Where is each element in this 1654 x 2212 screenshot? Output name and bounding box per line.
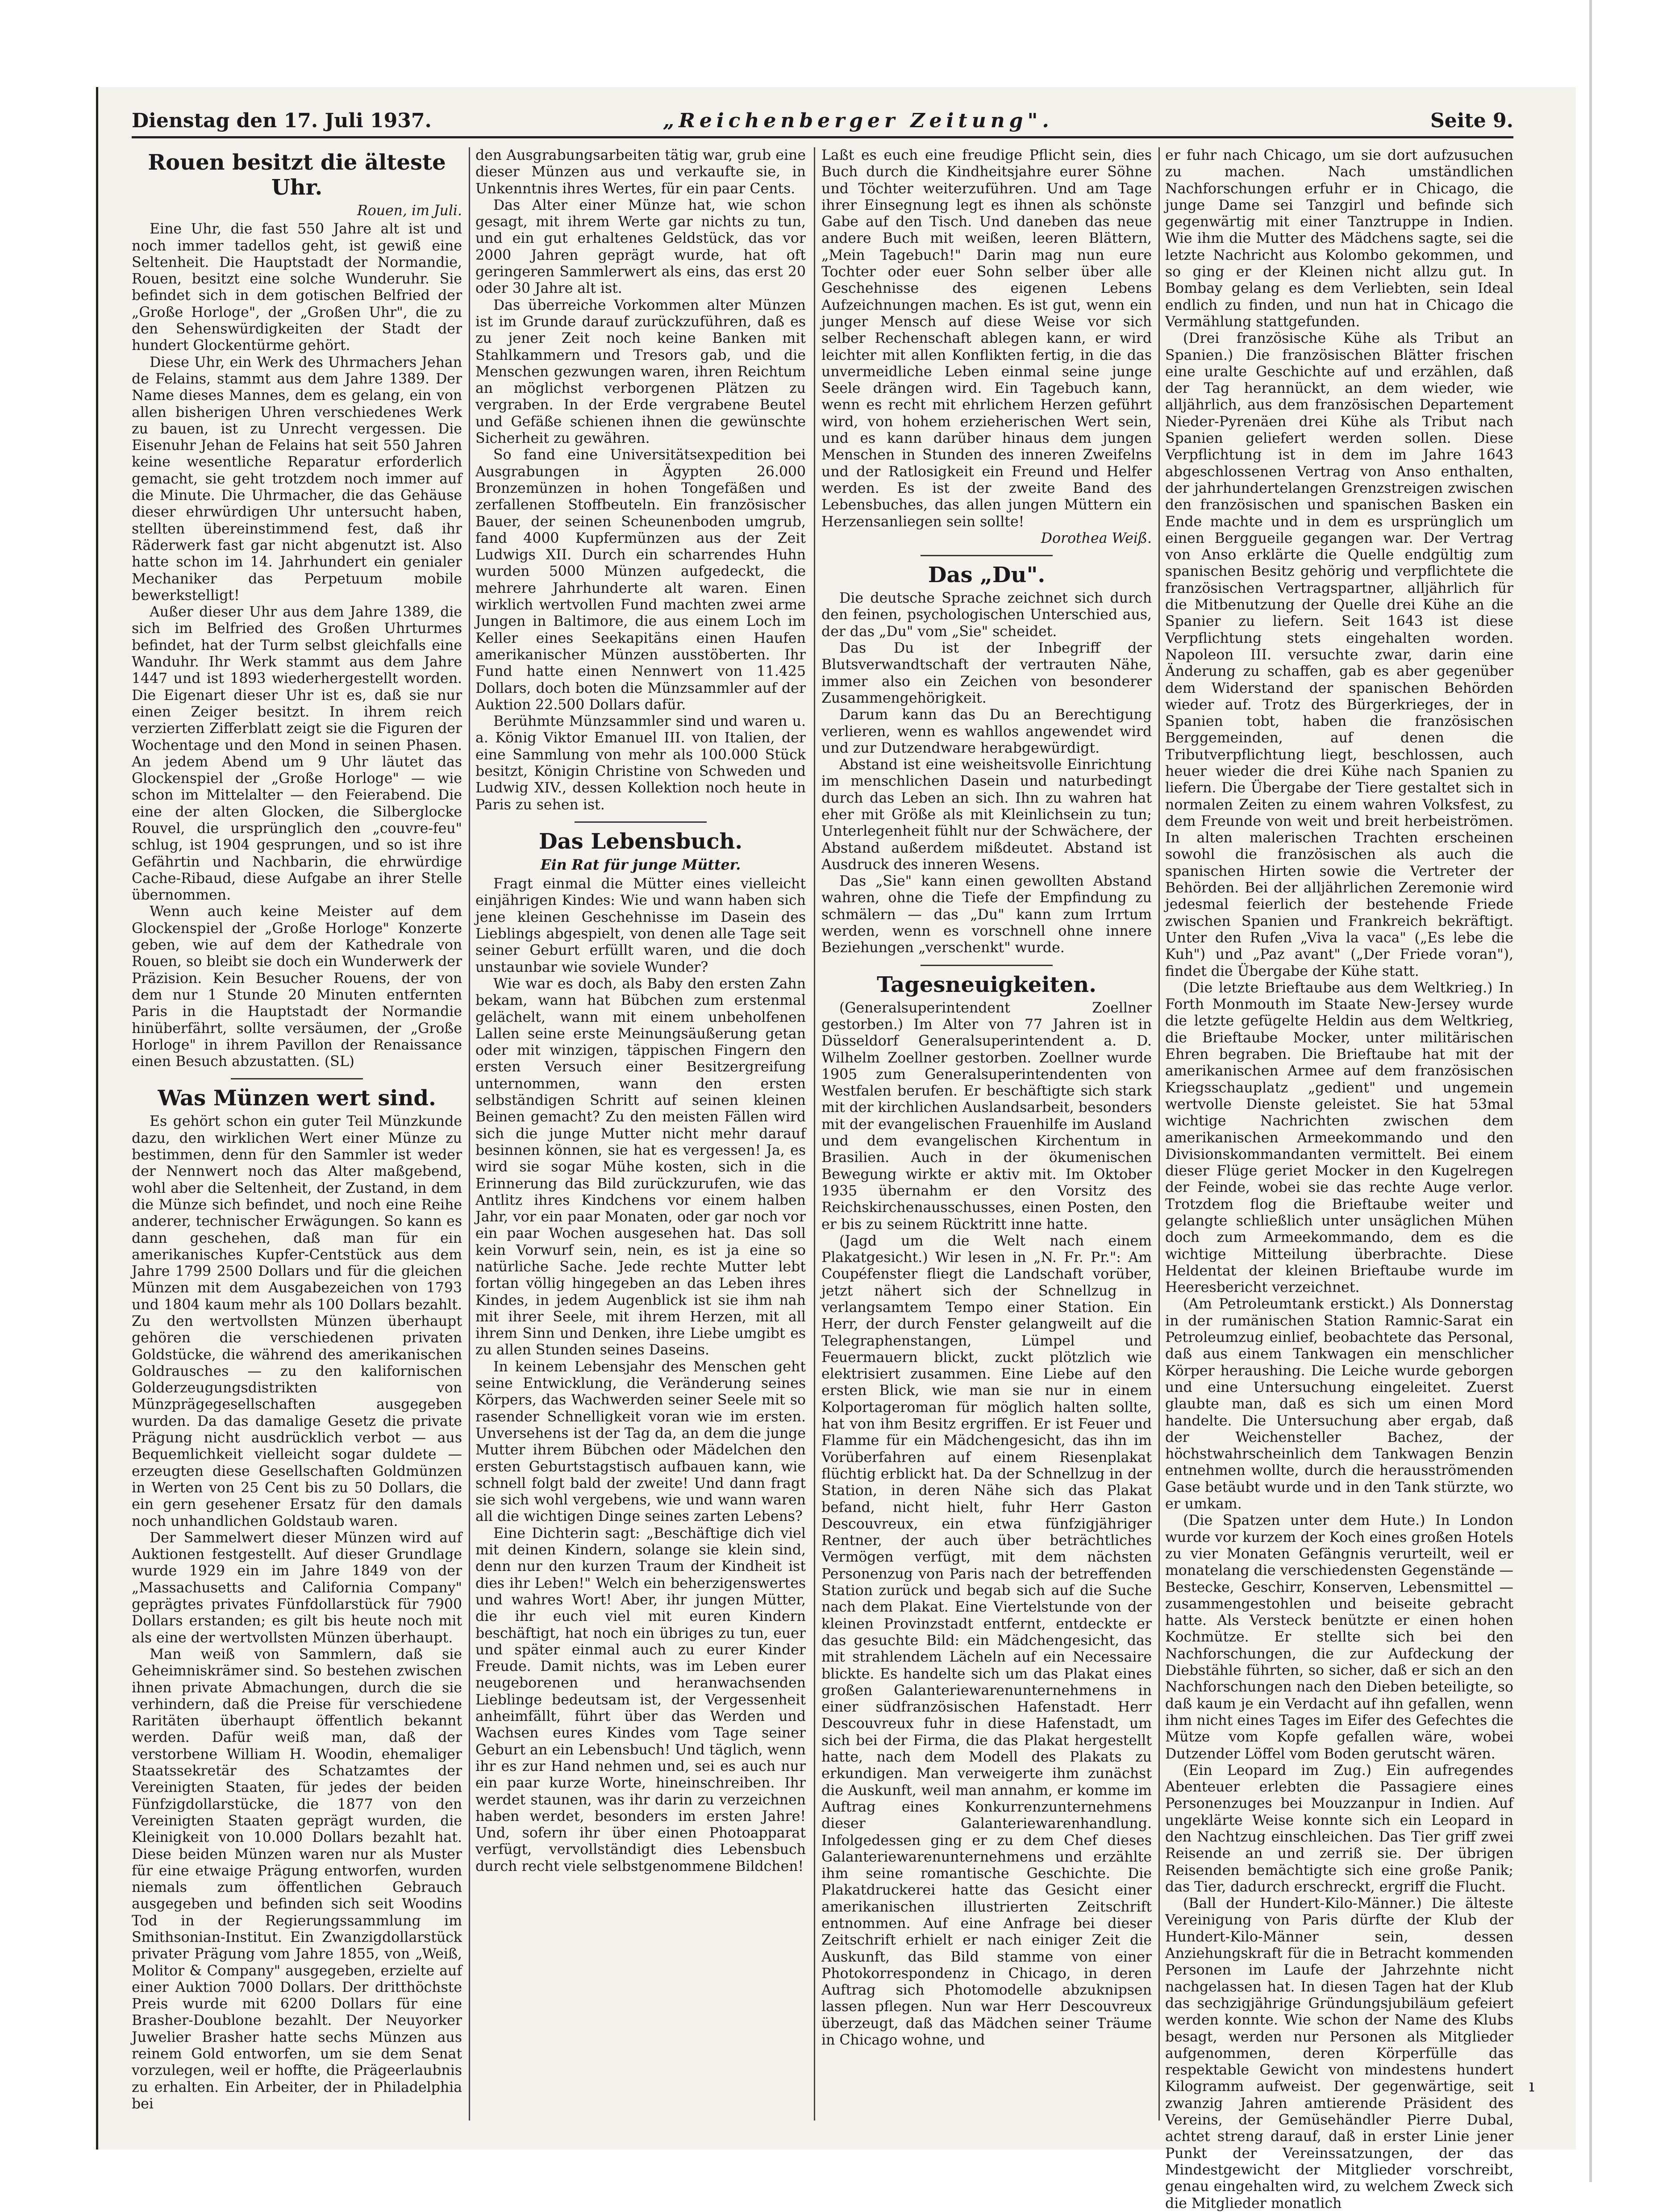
- separator: [921, 555, 1053, 556]
- column-4: [1165, 147, 1513, 2212]
- paragraph: Laßt es euch eine freudige Pflicht sein, dies Buch durch die Kindheitsjahre eurer Söhne und Töchter weiterzuführen. Und am Tage ihrer Einsegnung legt es ihnen als schönste Gabe auf den Tisch. Und daneben das neue andere Buch mit weißen, leeren Blättern, „Mein Tagebuch!" Darin mag nun eure Tochter oder euer Sohn selber über alle Geschehnisse des eigenen Lebens Aufzeichnungen machen. Es ist gut, wenn ein junger Mensch auf diese Weise vor sich selber Rechenschaft ablegen kann, er wird leichter mit allen Konflikten fertig, in die das unvermeidliche Leben einmal seine junge Seele drängen wird. Ein Tagebuch kann, wenn es recht mit ehrlichem Herzen geführt wird, von hohem erzieherischen Wert sein, und es kann darüber hinaus dem jungen Menschen in Stunden des inneren Zweifelns und der Ratlosigkeit ein Freund und Helfer werden. Es ist der zweite Band des Lebensbuches, das allen jungen Müttern ein Herzensanliegen sein sollte!: [821, 147, 1152, 530]
- paragraph: Außer dieser Uhr aus dem Jahre 1389, die sich im Belfried des Großen Uhrturmes befindet, hat der Turm selbst gleichfalls eine Wanduhr. Ihr Werk stammt aus dem Jahre 1447 und ist 1893 wiederhergestellt worden. Die Eigenart dieser Uhr ist es, daß sie nur einen Zeiger besitzt. In ihrem reich verzierten Zifferblatt zeigt sie die Figuren der Wochentage und den Mond in seinen Phasen. An jedem Abend um 9 Uhr läutet das Glockenspiel der „Große Horloge" — wie schon im Mittelalter — den Feierabend. Die eine der alten Glocken, die Silberglocke Rouvel, die ursprünglich den „couvre-feu" schlug, ist 1904 gesprungen, und so ist ihre Gefährtin und Nachbarin, die ehrwürdige Cache-Ribaud, diese Aufgabe an ihrer Stelle übernommen.: [132, 604, 462, 904]
- paragraph: Berühmte Münzsammler sind und waren u. a. König Viktor Emanuel III. von Italien, der eine Sammlung von mehr als 100.000 Stück besitzt, Königin Christine von Schweden und Ludwig XIV., dessen Kollektion noch heute in Paris zu sehen ist.: [475, 713, 806, 813]
- paragraph: (Drei französische Kühe als Tribut an Spanien.) Die französischen Blätter frischen eine uralte Geschichte auf und erzählen, daß der Tag herannückt, an dem wieder, wie alljährlich, aus dem französischen Departement Nieder-Pyrenäen drei Kühe als Tribut nach Spanien geliefert werden sollen. Diese Verpflichtung ist in dem im Jahre 1643 abgeschlossenen Vertrag von Anso enthalten, der jahrhundertelangen Grenzstreigen zwischen den französischen und spanischen Basken ein Ende machte und in dem es ursprünglich um einen Berggueile gegangen war. Der Vertrag von Anso erklärte die Quelle endgültig zum spanischen Besitz gehörig und verpflichtete die französischen Vertragspartner, alljährlich für die Mitbenutzung der Quelle drei Kühe an die Spanier zu liefern. Seit 1643 ist diese Verpflichtung stets eingehalten worden. Napoleon III. versuchte zwar, darin eine Änderung zu schaffen, gab es aber gegenüber dem Widerstand der spanischen Behörden wieder auf. Trotz des Bürgerkrieges, der in Spanien tobt, haben die französischen Berggemeinden, auf denen die Tributverpflichtung liegt, beschlossen, auch heuer wieder die drei Kühe nach Spanien zu liefern. Die Übergabe der Tiere gestaltet sich in normalen Zeiten zu einem wahren Volksfest, zu dem Freunde von weit und breit herbeiströmen. In alten malerischen Trachten erscheinen sowohl die französischen als auch die spanischen Hirten sowie die Vertreter der Behörden. Bei der alljährlichen Zeremonie wird jedesmal feierlich der bestehende Friede zwischen Spanien und Frankreich bekräftigt. Unter den Rufen „Viva la vaca" („Es lebe die Kuh") und „Paz avant" („Der Friede voran"), findet die Übergabe der Kühe statt.: [1165, 330, 1513, 979]
- paragraph: Darum kann das Du an Berechtigung verlieren, wenn es wahllos angewendet wird und zur Dutzendware herabgewürdigt.: [821, 707, 1152, 756]
- article-title: Was Münzen wert sind.: [158, 1086, 436, 1111]
- paragraph: (Die Spatzen unter dem Hute.) In London wurde vor kurzem der Koch eines großen Hotels zu vier Monaten Gefängnis verurteilt, weil er monatelang die verschiedensten Gegenstände — Bestecke, Geschirr, Konserven, Lebensmittel — zusammengestohlen und beiseite gebracht hatte. Als Versteck benützte er einen hohen Kochmütze. Er stellte sich bei den Nachforschungen, die zur Aufdeckung der Diebstähle führten, so sicher, daß er sich an den Nachforschungen nach den Dieben beteiligte, so daß kaum je ein Verdacht auf ihn gefallen, wenn ihm nicht eines Tages im Eifer des Gefechtes die Mütze vom Kopfe gefallen wäre, wobei Dutzender Löffel vom Boden gerutscht wären.: [1165, 1512, 1513, 1762]
- separator: [575, 821, 707, 823]
- article-subtitle: Ein Rat für junge Mütter.: [540, 856, 741, 873]
- paragraph: (Am Petroleumtank erstickt.) Als Donnerstag in der rumänischen Station Ramnic-Sarat ein Petroleumzug einlief, beobachtete das Personal, daß aus einem Tankwagen ein menschlicher Körper heraushing. Die Leiche wurde geborgen und eine Untersuchung eingeleitet. Zuerst glaubte man, daß es sich um einen Mord handelte. Die Untersuchung aber ergab, daß der Weichensteller Bachez, der höchstwahrscheinlich dem Tankwagen Benzin entnehmen wollte, durch die herausströmenden Gase betäubt wurde und in den Tank stürzte, wo er umkam.: [1165, 1296, 1513, 1512]
- paragraph: den Ausgrabungsarbeiten tätig war, grub eine dieser Münzen aus und verkaufte sie, in Unkenntnis ihres Wertes, für ein paar Cents.: [475, 147, 806, 197]
- dateline: Rouen, im Juli.: [357, 203, 462, 219]
- paragraph: Wie war es doch, als Baby den ersten Zahn bekam, wann hat Bübchen zum erstenmal gelächelt, wann mit einem unbeholfenen Lallen seine erste Meinungsäußerung getan oder mit winzigen, täppischen Fingern den ersten Versuch einer Besitzergreifung unternommen, wann den ersten selbständigen Schritt auf seinen kleinen Beinen gemacht? Zu den meisten Fällen wird sich die junge Mutter nicht mehr darauf besinnen können, sie hat es vergessen! Ja, es wird sie sogar Mühe kosten, sich in die Erinnerung das Bild zurückzurufen, wie das Antlitz ihres Kindchens vor einem halben Jahr, vor ein paar Monaten, oder gar noch vor ein paar Wochen ausgesehen hat. Das soll kein Vorwurf sein, nein, es ist ja eine so natürliche Sache. Jede rechte Mutter lebt fortan völlig hingegeben an das Leben ihres Kindes, in jedem Augenblick ist sie ihm nah mit ihrer Seele, mit ihrem Herzen, mit all ihrem Sinn und Denken, ihre Liebe umgibt es zu allen Stunden seines Daseins.: [475, 975, 806, 1358]
- paragraph: Abstand ist eine weisheitsvolle Einrichtung im menschlichen Dasein und naturbedingt durch das Leben an sich. Ihn zu wahren hat eher mit Größe als mit Kleinlichsein zu tun; Unterlegenheit fühlt nur der Schwächere, der Abstand außerdem mißdeutet. Abstand ist Ausdruck des inneren Wesens.: [821, 757, 1152, 873]
- paragraph: Man weiß von Sammlern, daß sie Geheimniskrämer sind. So bestehen zwischen ihnen private Abmachungen, durch die sie verhindern, daß die Preise für verschiedene Raritäten überhaupt öffentlich bekannt werden. Dafür weiß man, daß der verstorbene William H. Woodin, ehemaliger Staatssekretär des Schatzamtes der Vereinigten Staaten, für jedes der beiden Fünfzigdollarstücke, die 1877 von den Vereinigten Staaten geprägt wurden, die Kleinigkeit von 10.000 Dollars bezahlt hat. Diese beiden Münzen waren nur als Muster für eine etwaige Prägung entworfen, wurden niemals zum öffentlichen Gebrauch ausgegeben und befinden sich seit Woodins Tod in der Regierungssammlung im Smithsonian-Institut. Ein Zwanzigdollarstück privater Prägung vom Jahre 1855, von „Weiß, Molitor & Company" ausgegeben, erzielte auf einer Auktion 7000 Dollars. Der dritthöchste Preis wurde mit 6200 Dollars für eine Brasher-Doublone bezahlt. Der Neuyorker Juwelier Brasher hatte sechs Münzen aus reinem Gold entworfen, um sie dem Senat vorzulegen, weil er hoffte, die Prägeerlaubnis zu erhalten. Ein Arbeiter, der in Philadelphia bei: [132, 1646, 462, 2112]
- column-1: [132, 147, 462, 2120]
- paragraph: So fand eine Universitätsexpedition bei Ausgrabungen in Ägypten 26.000 Bronzemünzen in hohen Tongefäßen und zerfallenen Stoffbeuteln. Ein französischer Bauer, der seinen Scheunenboden umgrub, fand 4000 Kupfermünzen aus der Zeit Ludwigs XII. Durch ein scharrendes Huhn wurden 5000 Münzen aufgedeckt, die mehrere Jahrhunderte alt waren. Einen wirklich wertvollen Fund machten zwei arme Jungen in Baltimore, die aus einem Loch im Keller eines Seekapitäns einen Haufen amerikanischer Münzen ausstöberten. Ihr Fund hatte einen Nennwert von 11.425 Dollars, doch boten die Münzsammler auf der Auktion 22.500 Dollars dafür.: [475, 447, 806, 713]
- column-3: [821, 147, 1152, 2120]
- paragraph: Das „Sie" kann einen gewollten Abstand wahren, ohne die Tiefe der Empfindung zu schmälern — das „Du" kann zum Irrtum werden, wenn es vorschnell ohne innere Beziehungen „verschenkt" wurde.: [821, 873, 1152, 956]
- paragraph: In keinem Lebensjahr des Menschen geht seine Entwicklung, die Veränderung seines Körpers, das Wachwerden seiner Seele mit so rasender Schnelligkeit voran wie im ersten. Unversehens ist der Tag da, an dem die junge Mutter ihrem Bübchen oder Mädelchen den ersten Geburtstagstisch aufbauen kann, wie schnell folgt bald der zweite! Und dann fragt sie sich wohl vergebens, wie und wann waren all die wichtigen Dinge seines zarten Lebens?: [475, 1358, 806, 1525]
- paragraph: Eine Uhr, die fast 550 Jahre alt ist und noch immer tadellos geht, ist gewiß eine Seltenheit. Die Hauptstadt der Normandie, Rouen, besitzt eine solche Wunderuhr. Sie befindet sich in dem gotischen Belfried der „Große Horloge", der „Großen Uhr", die zu den Sehenswürdigkeiten der Stadt der hundert Glockentürme gehört.: [132, 221, 462, 354]
- header-date: Dienstag den 17. Juli 1937.: [132, 109, 432, 132]
- page-mark: ı: [1529, 2076, 1535, 2095]
- paragraph: Die deutsche Sprache zeichnet sich durch den feinen, psychologischen Unterschied aus, der das „Du" vom „Sie" scheidet.: [821, 590, 1152, 640]
- page-header: [132, 105, 1513, 138]
- paragraph: (Ein Leopard im Zug.) Ein aufregendes Abenteuer erlebten die Passagiere eines Personenzuges bei Mouzzanpur in Indien. Auf ungeklärte Weise konnte sich ein Leopard in den Nachtzug einschleichen. Das Tier griff zwei Reisende an und zerriß sie. Der übrigen Reisenden bemächtigte sich eine große Panik; das Tier, dadurch erschreckt, ergriff die Flucht.: [1165, 1762, 1513, 1895]
- paragraph: Fragt einmal die Mütter eines vielleicht einjährigen Kindes: Wie und wann haben sich jene kleinen Geschehnisse im Dasein des Lieblings abgespielt, von denen alle Tage seit seiner Geburt erfüllt waren, und die doch unstaunbar wie soviele Wunder?: [475, 876, 806, 975]
- article-title: Das Lebensbuch.: [538, 829, 743, 854]
- paragraph: Der Sammelwert dieser Münzen wird auf Auktionen festgestellt. Auf dieser Grundlage wurde 1929 ein im Jahre 1849 von der „Massachusetts and California Company" geprägtes privates Fünfdollarstück für 7900 Dollars erstanden; es gilt bis heute noch mit als eine der wertvollsten Münzen überhaupt.: [132, 1529, 462, 1646]
- article-title: Rouen besitzt die älteste Uhr.: [148, 150, 446, 200]
- author-signature: Dorothea Weiß.: [1041, 530, 1152, 546]
- article-title: Das „Du".: [928, 562, 1046, 588]
- paragraph: Eine Dichterin sagt: „Beschäftige dich viel mit deinen Kindern, solange sie klein sind, denn nur den kurzen Traum der Kindheit ist dies ihr Leben!" Welch ein beherzigenswertes und wahres Wort! Aber, ihr jungen Mütter, die ihr euch viel mit euren Kindern beschäftigt, hat noch ein übriges zu tun, euer und später einmal auch zu eurer Kinder Freude. Damit nichts, was im Leben eurer neugeborenen und heranwachsenden Lieblinge bedeutsam ist, der Vergessenheit anheimfällt, führt über das Werden und Wachsen eures Kindes vom Tage seiner Geburt an ein Lebensbuch! Und täglich, wenn ihr es zur Hand nehmen und, sei es auch nur ein paar kurze Worte, hineinschreiben. Ihr werdet staunen, was ihr darin zu verzeichnen haben werdet, besonders im ersten Jahre! Und, sofern ihr über einen Photoapparat verfügt, vervollständigt dies Lebensbuch durch recht viele selbstgenommene Bildchen!: [475, 1525, 806, 1875]
- separator: [231, 1078, 363, 1079]
- paragraph: Es gehört schon ein guter Teil Münzkunde dazu, den wirklichen Wert einer Münze zu bestimmen, denn für den Sammler ist weder der Nennwert noch das Alter maßgebend, wohl aber die Seltenheit, der Zustand, in dem die Münze sich befindet, und noch eine Reihe anderer, technischer Erwägungen. So kann es dann geschehen, daß man für ein amerikanisches Kupfer-Centstück aus dem Jahre 1799 2500 Dollars und für die gleichen Münzen mit dem Ausgabezeichen von 1793 und 1804 kaum mehr als 100 Dollars bezahlt. Zu den wertvollsten Münzen überhaupt gehören die verschiedenen privaten Goldstücke, die während des amerikanischen Goldrausches — zu den kalifornischen Golderzeugungsdistrikten von Münzprägegesellschaften ausgegeben wurden. Da das damalige Gesetz die private Prägung nicht ausdrücklich verbot — aus Bequemlichkeit vielleicht sogar duldete — erzeugten diese Gesellschaften Goldmünzen in Werten von 25 Cent bis zu 50 Dollars, die ein gern gesehener Ersatz für den damals noch unhandlichen Goldstaub waren.: [132, 1113, 462, 1529]
- separator: [921, 965, 1053, 966]
- paragraph: Das Du ist der Inbegriff der Blutsverwandtschaft der vertrauten Nähe, immer also ein Zeichen von besonderer Zusammengehörigkeit.: [821, 640, 1152, 706]
- paragraph: Diese Uhr, ein Werk des Uhrmachers Jehan de Felains, stammt aus dem Jahre 1389. Der Name dieses Mannes, dem es gelang, ein von allen bisherigen Uhren verschiedenes Werk zu bauen, ist zu Unrecht vergessen. Die Eisenuhr Jehan de Felains hat seit 550 Jahren keine wesentliche Reparatur erforderlich gemacht, sie geht trotzdem noch immer auf die Minute. Die Uhrmacher, die das Gehäuse dieser ehrwürdigen Uhr untersucht haben, stellten übereinstimmend fest, daß ihr Räderwerk fast gar nicht abgenutzt ist. Also hatte schon im 14. Jahrhundert ein genialer Mechaniker das Perpetuum mobile bewerkstelligt!: [132, 354, 462, 604]
- paragraph: Wenn auch keine Meister auf dem Glockenspiel der „Große Horloge" Konzerte geben, wie auf dem der Kathedrale von Rouen, so bleibt sie doch ein Wunderwerk der Präzision. Kein Besucher Rouens, der von dem nur 1 Stunde 20 Minuten entfernten Paris in die Hauptstadt der Normandie hinüberfährt, sollte versäumen, der „Große Horloge" in ihrem Pavillon der Renaissance einen Besuch abzustatten. (SL): [132, 904, 462, 1070]
- paragraph: Das Alter einer Münze hat, wie schon gesagt, mit ihrem Werte gar nichts zu tun, und ein gut erhaltenes Geldstück, das vor 2000 Jahren geprägt wurde, hat oft geringeren Sammlerwert als eins, das erst 20 oder 30 Jahre alt ist.: [475, 197, 806, 297]
- header-title: „Reichenberger Zeitung".: [663, 109, 1054, 132]
- article-title: Tagesneuigkeiten.: [877, 972, 1096, 997]
- header-page-number: Seite 9.: [1430, 109, 1513, 132]
- paragraph: (Jagd um die Welt nach einem Plakatgesicht.) Wir lesen in „N. Fr. Pr.": Am Coupéfenster fliegt die Landschaft vorüber, jetzt nähert sich der Schnellzug in verlangsamtem Tempo einer Station. Ein Herr, der durch Fenster gelangweilt auf die Telegraphenstangen, Lümpel und Feuermauern blickt, zuckt plötzlich wie elektrisiert zusammen. Eine Liebe auf den ersten Blick, wie man sie nur in einem Kolportageroman für möglich halten sollte, hat von ihm Besitz ergriffen. Er ist Feuer und Flamme für ein Mädchengesicht, das ihn im Vorüberfahren auf einem Riesenplakat flüchtig erblickt hat. Da der Schnellzug in der Station, in deren Nähe sich das Plakat befand, nicht hielt, fuhr Herr Gaston Descouvreux, ein etwa fünfzigjähriger Rentner, der auch über beträchtliches Vermögen verfügt, mit dem nächsten Personenzug von Paris nach der betreffenden Station zurück und begab sich auf die Suche nach dem Plakat. Eine Viertelstunde von der kleinen Provinzstadt entfernt, entdeckte er das gesuchte Bild: ein Mädchengesicht, das mit strahlendem Lächeln auf ein Necessaire blickte. Es handelte sich um das Plakat eines großen Galanteriewarenunternehmens in einer südfranzösischen Hafenstadt. Herr Descouvreux fuhr in diese Hafenstadt, um sich bei der Firma, die das Plakat hergestellt hatte, nach dem Modell des Plakats zu erkundigen. Man verweigerte ihm zunächst die Auskunft, weil man annahm, er komme im Auftrag eines Konkurrenzunternehmens dieser Galanteriewarenhandlung. Infolgedessen ging er zu dem Chef dieses Galanteriewarenunternehmens und erzählte ihm seine romantische Geschichte. Die Plakatdruckerei hatte das Gesicht einer amerikanischen illustrierten Zeitschrift entnommen. Auf eine Anfrage bei dieser Zeitschrift erhielt er nach einiger Zeit die Auskunft, das Bild stamme von einer Photokorrespondenz in Chicago, in deren Auftrag sich Photomodelle abzuknipsen lassen pflegen. Nun war Herr Descouvreux überzeugt, daß das Mädchen seiner Träume in Chicago wohne, und: [821, 1233, 1152, 2049]
- paragraph: (Generalsuperintendent Zoellner gestorben.) Im Alter von 77 Jahren ist in Düsseldorf Generalsuperintendent a. D. Wilhelm Zoellner gestorben. Zoellner wurde 1905 zum Generalsuperintendenten von Westfalen berufen. Er beschäftigte sich stark mit der kirchlichen Auslandsarbeit, besonders mit der evangelischen Frauenhilfe im Ausland und dem evangelischen Kirchentum in Brasilien. Auch in der ökumenischen Bewegung wirkte er aktiv mit. Im Oktober 1935 übernahm er den Vorsitz des Reichskirchenausschusses, einen Posten, den er bis zu seinem Rücktritt inne hatte.: [821, 1000, 1152, 1233]
- paragraph: er fuhr nach Chicago, um sie dort aufzusuchen zu machen. Nach umständlichen Nachforschungen erfuhr er in Chicago, die junge Dame sei Tanzgirl und befinde sich gegenwärtig mit einer Tanztruppe in Indien. Wie ihm die Mutter des Mädchens sagte, sei die letzte Nachricht aus Kolombo gekommen, und so ging er der Kleinen nicht allzu gut. In Bombay gelang es dem Verliebten, sein Ideal endlich zu finden, und nun hat in Chicago die Vermählung stattgefunden.: [1165, 147, 1513, 330]
- column-rule: [1158, 147, 1160, 2120]
- paragraph: (Ball der Hundert-Kilo-Männer.) Die älteste Vereinigung von Paris dürfte der Klub der Hundert-Kilo-Männer sein, dessen Anziehungskraft für die in Betracht kommenden Personen im Laufe der Jahrzehnte nicht nachgelassen hat. In diesen Tagen hat der Klub das sechzigjährige Gründungsjubiläum gefeiert werden konnte. Wie schon der Name des Klubs besagt, werden nur Personen als Mitglieder aufgenommen, deren Körperfülle das respektable Gewicht von mindestens hundert Kilogramm aufweist. Der gegenwärtige, seit zwanzig Jahren amtierende Präsident des Vereins, der Gemüsehändler Pierre Dubal, achtet streng darauf, daß in erster Linie jener Punkt der Vereinssatzungen, der das Mindestgewicht der Mitglieder vorschreibt, genau eingehalten wird, zu welchem Zweck sich die Mitglieder monatlich: [1165, 1895, 1513, 2212]
- page-edge: [1589, 0, 1592, 2182]
- column-2: [475, 147, 806, 2120]
- paragraph: (Die letzte Brieftaube aus dem Weltkrieg.) In Forth Monmouth im Staate New-Jersey wurde die letzte gefügelte Heldin aus dem Weltkrieg, die Brieftaube Mocker, unter militärischen Ehren begraben. Die Brieftaube hat mit der amerikanischen Armee auf dem französischen Kriegsschauplatz „gedient" und ungemein wertvolle Dienste geleistet. Sie hat 53mal wichtige Nachrichten zwischen dem amerikanischen Armeekommando und den Divisionskommandanten vermittelt. Bei einem dieser Flüge geriet Mocker in den Kugelregen der Feinde, wobei sie das rechte Auge verlor. Trotzdem flog die Brieftaube weiter und gelangte schließlich unter unsäglichen Mühen doch zum Armeekommando, dem es die wichtige Mitteilung überbrachte. Diese Heldentat der kleinen Brieftaube wurde im Heeresbericht verzeichnet.: [1165, 979, 1513, 1296]
- paragraph: Das überreiche Vorkommen alter Münzen ist im Grunde darauf zurückzuführen, daß es zu jener Zeit noch keine Banken mit Stahlkammern und Tresors gab, und die Menschen gezwungen waren, ihren Reichtum an möglichst verborgenen Plätzen zu vergraben. In der Erde vergrabene Beutel und Gefäße schienen ihnen die gewünschte Sicherheit zu gewähren.: [475, 297, 806, 447]
- column-rule: [469, 147, 470, 2120]
- column-rule: [814, 147, 815, 2120]
